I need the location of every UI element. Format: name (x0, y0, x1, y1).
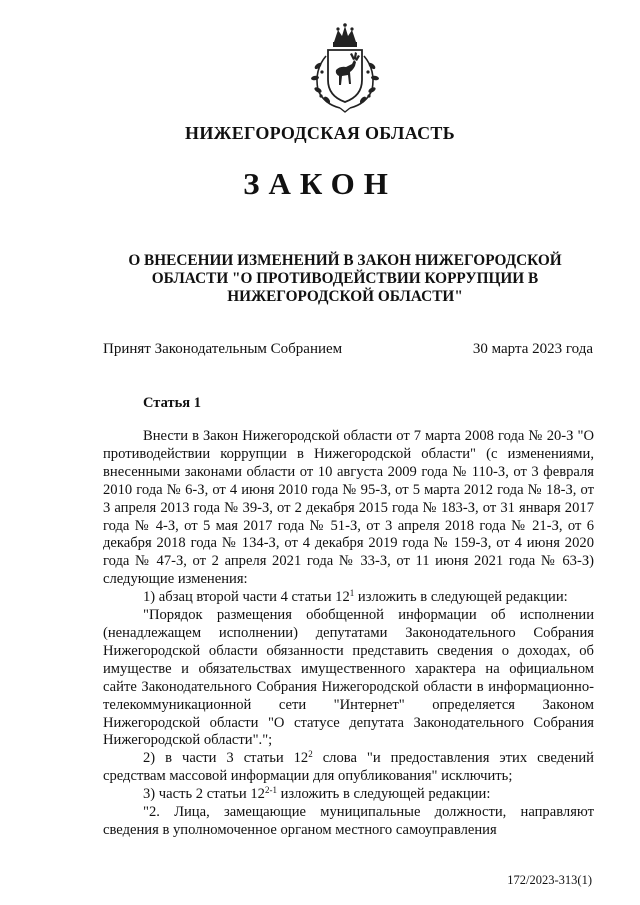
region-title: НИЖЕГОРОДСКАЯ ОБЛАСТЬ (185, 123, 455, 143)
article-intro-paragraph: Внести в Закон Нижегородской области от 7 марта 2008 года № 20-З "О противодействии коррупции в Нижегородской области" (с изменениями, внесенными законами области от 10 августа 2009 года № 110-З, от 3 февраля 2010 года № 6-З, от 4 июня 2010 года № 95-З, от 5 марта 2012 года № 18-З, от 3 апреля 2013 года № 39-З, от 2 декабря 2015 года № 183-З, от 31 января 2017 года № 4-З, от 5 мая 2017 года № 51-З, от 3 апреля 2018 года № 21-З, от 6 декабря 2018 года № 134-З, от 4 декабря 2019 года № 159-З, от 4 июня 2020 года № 47-З, от 2 апреля 2021 года № 33-З, от 11 июня 2021 года № 63-З) следующие изменения: (103, 428, 594, 588)
item-1-text-after: изложить в следующей редакции: (354, 589, 568, 606)
amendment-item-1 (103, 589, 594, 607)
document-type-heading: ЗАКОН (243, 166, 397, 201)
article-body (103, 428, 594, 840)
coat-of-arms-icon (300, 22, 390, 114)
amendment-item-3-quote: "2. Лица, замещающие муниципальные должности, направляют сведения в уполномоченное органом местного самоуправления (103, 804, 594, 838)
article-heading: Статья 1 (143, 395, 201, 411)
document-code: 172/2023-313(1) (507, 873, 592, 887)
adopted-by-text: Принят Законодательным Собранием (103, 341, 343, 357)
law-title: О ВНЕСЕНИИ ИЗМЕНЕНИЙ В ЗАКОН НИЖЕГОРОДСКОЙ ОБЛАСТИ "О ПРОТИВОДЕЙСТВИИ КОРРУПЦИИ В НИЖЕГОРОДСКОЙ ОБЛАСТИ" (128, 252, 562, 305)
item-3-superscript: 2-1 (264, 785, 277, 796)
item-1-text-before: 1) абзац второй части 4 статьи 12 (143, 589, 350, 606)
item-2-text-before: 2) в части 3 статьи 12 (143, 750, 309, 767)
adoption-date: 30 марта 2023 года (472, 341, 593, 357)
item-2-text-after: слова "и предоставления этих сведений средствам массовой информации для опубликования" исключить; (103, 750, 594, 785)
amendment-item-2 (103, 750, 594, 786)
amendment-item-3 (103, 786, 594, 804)
item-1-superscript: 1 (349, 588, 355, 599)
amendment-item-1-quote: "Порядок размещения обобщенной информации об исполнении (ненадлежащем исполнении) депутатами Законодательного Собрания Нижегородской области обязанности представить сведения о доходах, об имуществе и обязательствах имущественного характера на официальном сайте Законодательного Собрания Нижегородской области в информационно-телекоммуникационной сети "Интернет" определяется Законом Нижегородской области "О статусе депутата Законодательного Собрания Нижегородской области"."; (103, 607, 594, 749)
item-3-text-before: 3) часть 2 статьи 12 (143, 786, 265, 803)
item-2-superscript: 2 (308, 749, 313, 760)
item-3-text-after: изложить в следующей редакции: (276, 786, 491, 803)
